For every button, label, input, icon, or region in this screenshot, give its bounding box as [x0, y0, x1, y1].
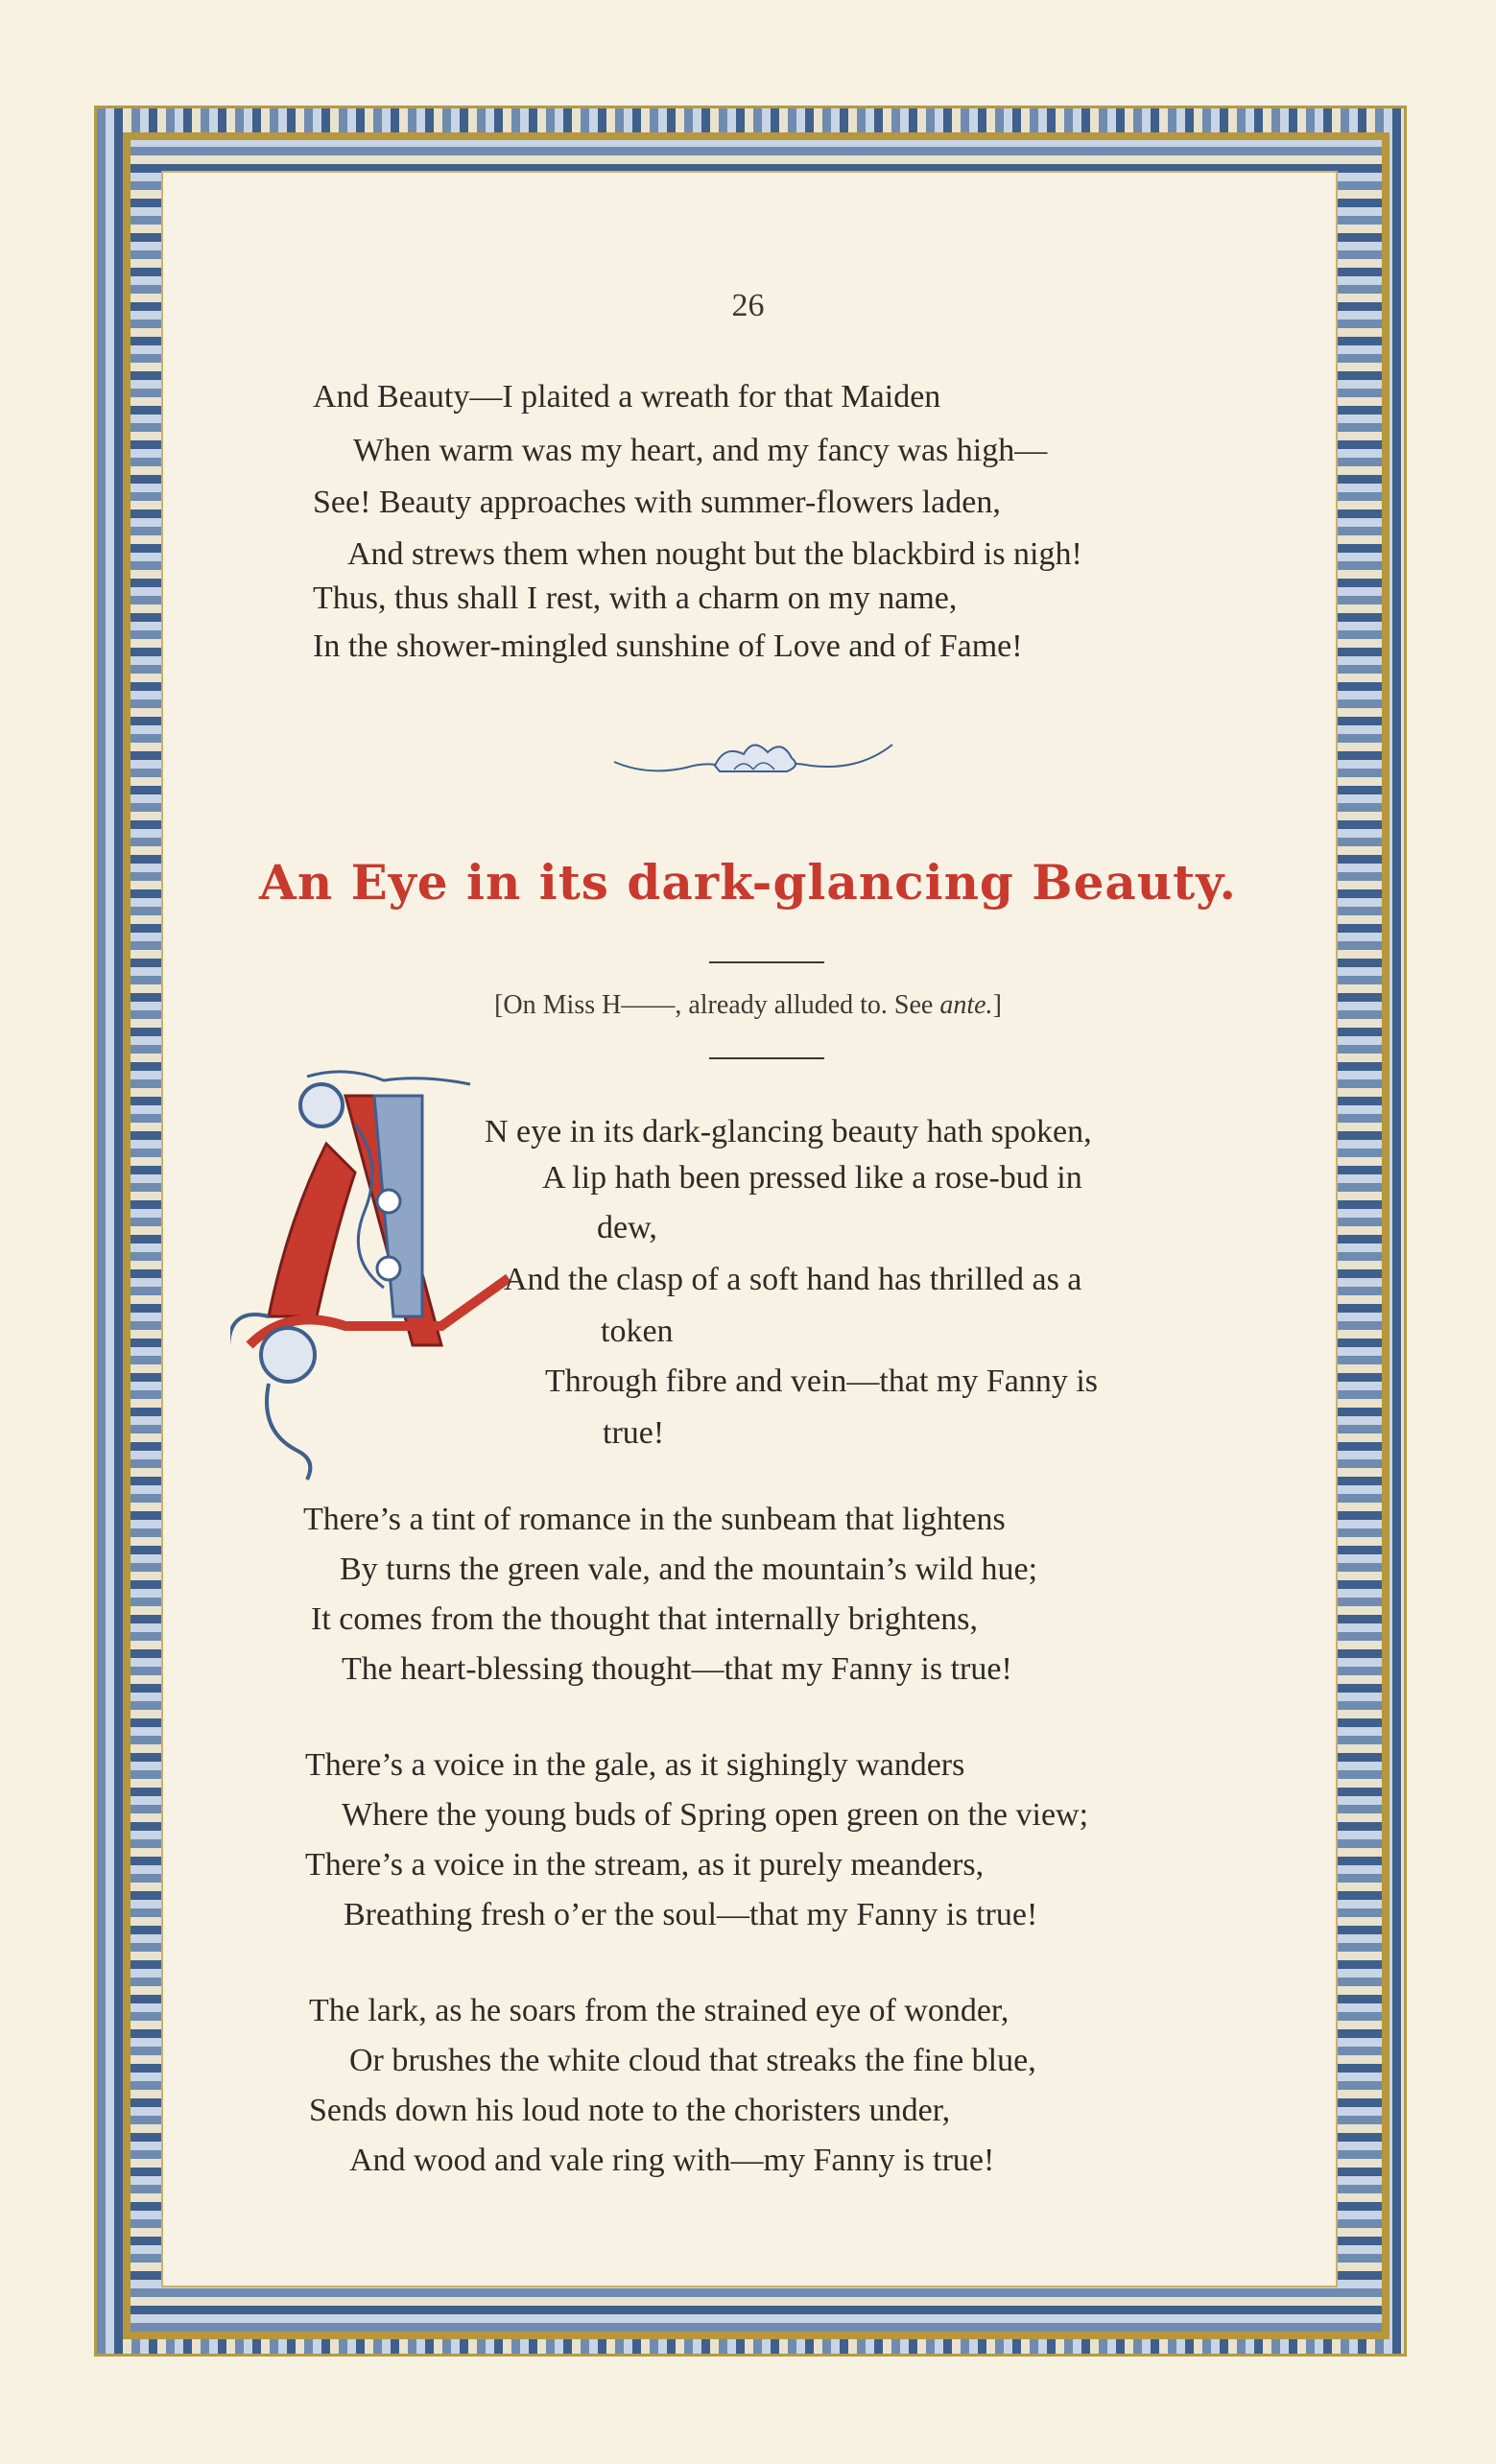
poem-line: See! Beauty approaches with summer-flowers laden,	[313, 485, 1001, 520]
subtitle-prefix: [On Miss H——, already alluded to. See	[494, 990, 940, 1020]
poem-line: Thus, thus shall I rest, with a charm on my name,	[313, 580, 958, 616]
poem-line: The heart-blessing thought—that my Fanny is true!	[342, 1651, 1012, 1687]
poem-line: N eye in its dark-glancing beauty hath spoken,	[485, 1114, 1092, 1149]
title-rule-top	[709, 961, 824, 963]
poem-line: In the shower-mingled sunshine of Love and of Fame!	[313, 628, 1023, 664]
poem-line: By turns the green vale, and the mountain’s wild hue;	[340, 1552, 1038, 1587]
poem-line: And strews them when nought but the blackbird is nigh!	[347, 536, 1082, 572]
poem-line: Sends down his loud note to the choristers under,	[309, 2093, 951, 2128]
poem-line: And Beauty—I plaited a wreath for that Maiden	[313, 379, 941, 415]
ornament-divider-icon	[609, 733, 897, 791]
poem-line: token	[601, 1314, 674, 1349]
poem-line: Through fibre and vein—that my Fanny is	[545, 1363, 1099, 1399]
poem-line: It comes from the thought that internally brightens,	[311, 1601, 978, 1637]
poem-line: Where the young buds of Spring open green on the view;	[342, 1797, 1089, 1833]
poem-title: An Eye in its dark-glancing Beauty.	[259, 854, 1237, 911]
poem-subtitle	[0, 990, 1496, 1021]
poem-line: Or brushes the white cloud that streaks the fine blue,	[349, 2043, 1036, 2078]
drop-cap-letter: A	[230, 1067, 231, 1068]
subtitle-ante: ante.	[939, 990, 993, 1020]
poem-line: dew,	[597, 1210, 657, 1245]
poem-line: There’s a tint of romance in the sunbeam that lightens	[303, 1502, 1006, 1537]
poem-line: And the clasp of a soft hand has thrilled as a	[504, 1262, 1082, 1297]
poem-line: And wood and vale ring with—my Fanny is true!	[349, 2143, 995, 2178]
poem-line: Breathing fresh o’er the soul—that my Fanny is true!	[344, 1897, 1038, 1932]
subtitle-suffix: ]	[992, 990, 1002, 1020]
poem-line: When warm was my heart, and my fancy was high—	[353, 433, 1048, 468]
poem-line: true!	[603, 1415, 665, 1451]
poem-line: There’s a voice in the gale, as it sighingly wanders	[305, 1747, 965, 1783]
title-rule-bottom	[709, 1057, 824, 1059]
poem-line: A lip hath been pressed like a rose-bud in	[542, 1160, 1082, 1196]
page-number: 26	[731, 288, 765, 323]
illuminated-initial-a-icon	[230, 1067, 518, 1489]
poem-line: There’s a voice in the stream, as it purely meanders,	[305, 1847, 985, 1883]
poem-line: The lark, as he soars from the strained eye of wonder,	[309, 1993, 1009, 2028]
